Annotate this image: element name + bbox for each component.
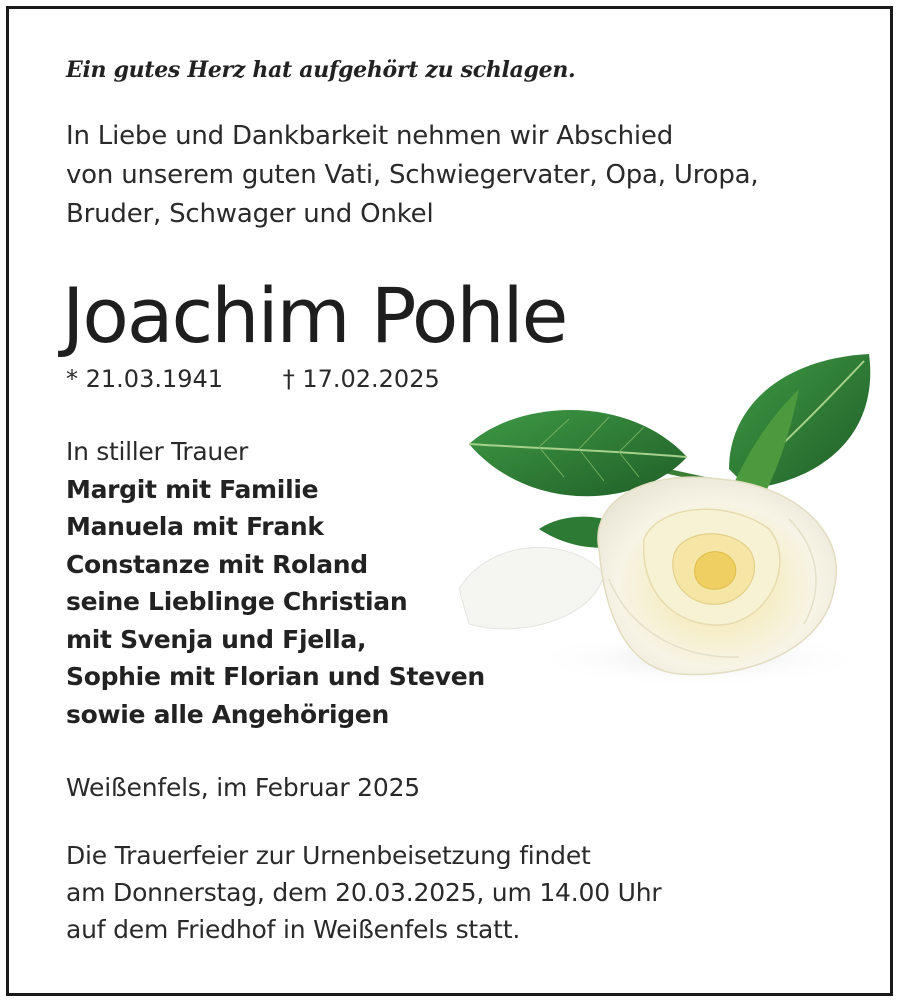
deceased-name: Joachim Pohle bbox=[62, 271, 567, 360]
life-dates bbox=[66, 365, 440, 393]
ceremony-info bbox=[66, 837, 662, 948]
intro-line: von unserem guten Vati, Schwiegervater, Opa, Uropa, bbox=[66, 160, 759, 190]
mourner: seine Lieblinge Christian bbox=[66, 587, 408, 616]
mourning-lead: In stiller Trauer bbox=[66, 437, 249, 466]
mourner: sowie alle Angehörigen bbox=[66, 699, 389, 729]
ceremony-line: Die Trauerfeier zur Urnenbeisetzung findet bbox=[66, 841, 591, 870]
place-date: Weißenfels, im Februar 2025 bbox=[66, 773, 420, 802]
intro-line: Bruder, Schwager und Onkel bbox=[66, 199, 434, 229]
death-date: † 17.02.2025 bbox=[282, 365, 440, 393]
mourner: Manuela mit Frank bbox=[66, 512, 324, 541]
mourner: Sophie mit Florian und Steven bbox=[66, 662, 485, 691]
mourner: Margit mit Familie bbox=[66, 474, 319, 504]
mourner: mit Svenja und Fjella, bbox=[66, 624, 367, 654]
intro-line: In Liebe und Dankbarkeit nehmen wir Abschied bbox=[66, 121, 674, 151]
mourner: Constanze mit Roland bbox=[66, 549, 368, 579]
white-rose-icon bbox=[429, 339, 889, 699]
birth-date: * 21.03.1941 bbox=[66, 365, 224, 393]
mourners-block bbox=[66, 433, 485, 733]
obituary-frame bbox=[6, 6, 893, 996]
intro-text bbox=[66, 117, 758, 234]
motto: Ein gutes Herz hat aufgehört zu schlagen. bbox=[66, 57, 576, 83]
ceremony-line: auf dem Friedhof in Weißenfels statt. bbox=[66, 915, 521, 944]
ceremony-line: am Donnerstag, dem 20.03.2025, um 14.00 Uhr bbox=[66, 878, 662, 907]
